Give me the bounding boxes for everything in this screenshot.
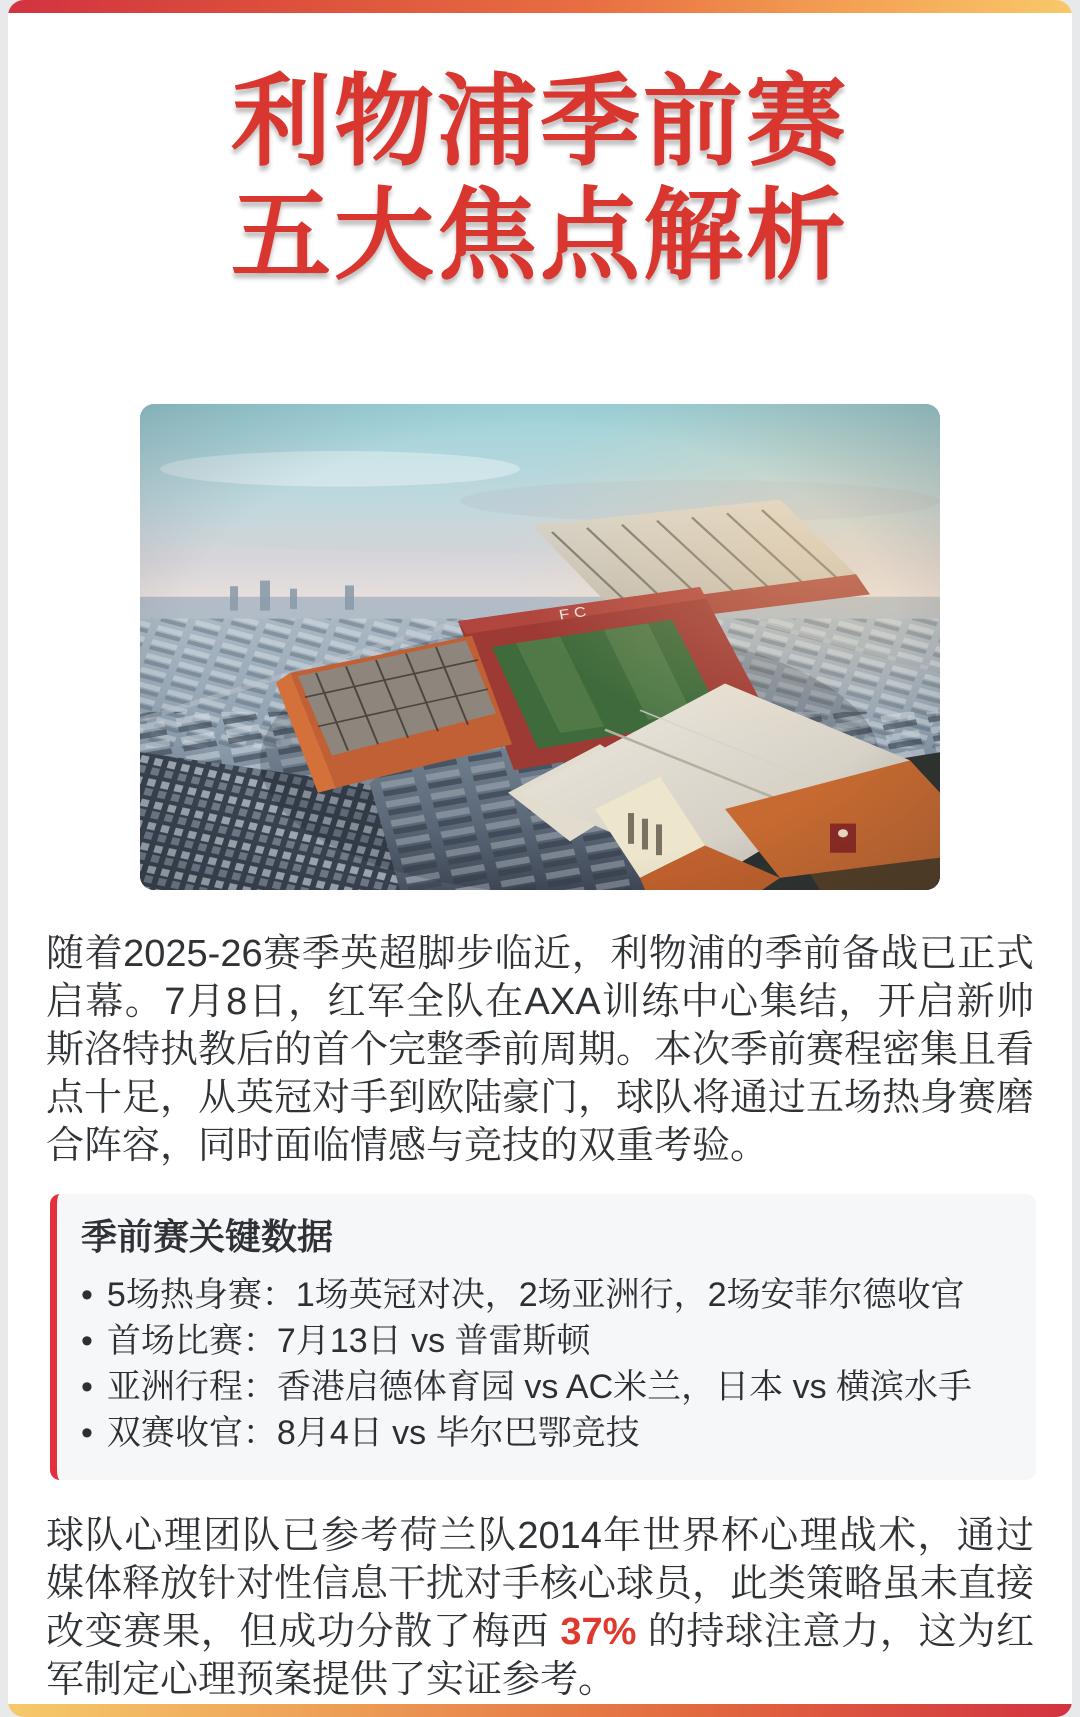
page-title-line-2: 五大焦点解析 <box>231 180 849 292</box>
bullet-icon: • <box>81 1414 93 1452</box>
anfield-stadium-photo <box>140 404 940 890</box>
key-data-box-title: 季前赛关键数据 <box>81 1216 334 1257</box>
closing-text-before: 球队心理团队已参考荷兰队2014年世界杯心理战术，通过媒体释放针对性信息干扰对手核心球员，此类策略虽未直接改变赛果，但成功分散了梅西 <box>46 1515 1035 1653</box>
list-item-text: 首场比赛：7月13日 vs 普雷斯顿 <box>106 1322 591 1360</box>
closing-paragraph <box>46 1512 1034 1704</box>
list-item-text: 亚洲行程：香港启德体育园 vs AC米兰，日本 vs 横滨水手 <box>106 1368 973 1406</box>
list-item <box>81 1318 1012 1364</box>
list-item <box>81 1364 1012 1410</box>
list-item-text: 双赛收官：8月4日 vs 毕尔巴鄂竞技 <box>106 1414 640 1452</box>
bullet-icon: • <box>81 1368 93 1406</box>
highlight-percentage: 37% <box>560 1611 637 1653</box>
bullet-icon: • <box>81 1276 93 1314</box>
closing-text-after: 的持球注意力，这为红军制定心理预案提供了实证参考。 <box>46 1611 1035 1701</box>
list-item-text: 5场热身赛：1场英冠对决，2场亚洲行，2场安菲尔德收官 <box>106 1276 965 1314</box>
stadium-aerial-illustration <box>140 404 940 890</box>
bottom-gradient-bar <box>8 1704 1072 1717</box>
page-title-line-1: 利物浦季前赛 <box>231 66 849 178</box>
key-data-box <box>50 1194 1036 1480</box>
key-data-list <box>81 1272 1012 1456</box>
bullet-icon: • <box>81 1322 93 1360</box>
intro-paragraph-text: 随着2025-26赛季英超脚步临近，利物浦的季前备战已正式启幕。7月8日，红军全队在AXA训练中心集结，开启新帅斯洛特执教后的首个完整季前周期。本次季前赛程密集且看点十足，从英冠对手到欧陆豪门，球队将通过五场热身赛磨合阵容，同时面临情感与竞技的双重考验。 <box>46 933 1035 1167</box>
top-gradient-bar <box>8 0 1072 13</box>
list-item <box>81 1272 1012 1318</box>
intro-paragraph <box>46 930 1034 1170</box>
list-item <box>81 1410 1012 1456</box>
article-card <box>8 0 1072 1717</box>
page-title <box>8 65 1072 293</box>
